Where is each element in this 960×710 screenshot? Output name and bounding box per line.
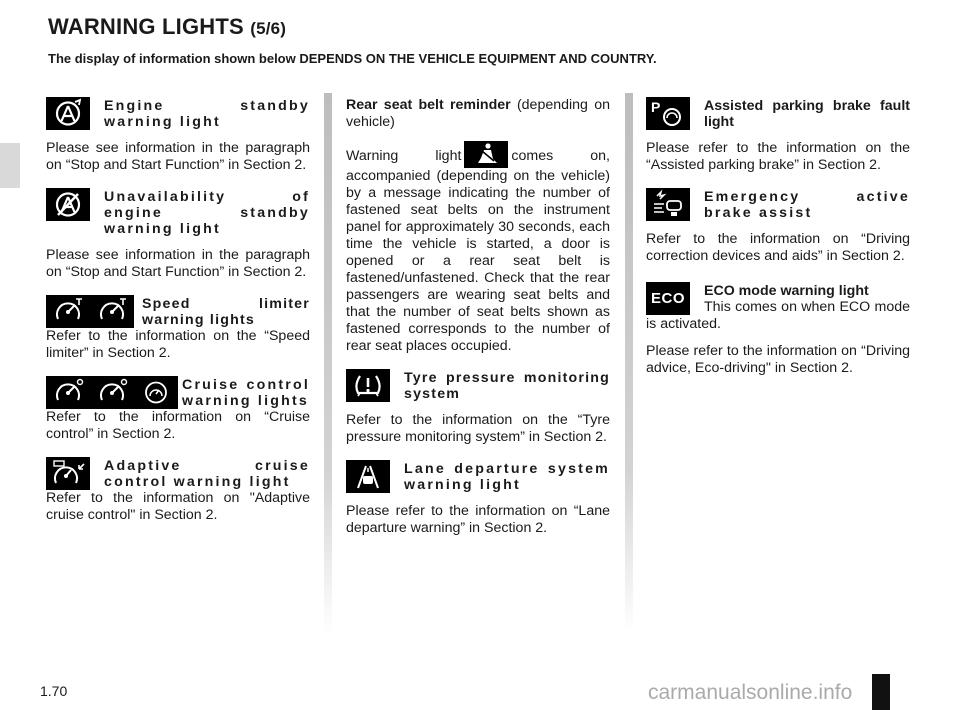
speed-limiter-icon	[90, 295, 134, 328]
unavailability-block	[46, 188, 310, 237]
adaptive-cruise-heading: Adaptive cruise control warning light	[104, 458, 310, 490]
lane-departure-icon	[346, 460, 390, 493]
eco-mode-heading: ECO mode warning light	[704, 283, 869, 299]
page-title: WARNING LIGHTS (5/6)	[48, 14, 287, 39]
page-edge-mark	[872, 674, 890, 710]
lane-departure-block	[346, 460, 610, 493]
tyre-pressure-text: Refer to the information on the “Tyre pressure monitoring system” in Section 2.	[346, 412, 610, 445]
parking-brake-heading: Assisted parking brake fault light	[704, 98, 910, 130]
column-left	[46, 97, 310, 524]
parking-brake-block	[646, 97, 910, 130]
column-right	[646, 97, 910, 377]
cruise-control-heading: Cruise control warning lights	[182, 377, 310, 409]
cruise-control-icon	[46, 376, 90, 409]
eco-mode-text: This comes on when ECO mode is activated.	[646, 299, 910, 332]
title-part: (5/6)	[250, 19, 287, 38]
page-number: 1.70	[40, 683, 68, 699]
engine-standby-block	[46, 97, 310, 130]
tyre-pressure-icon	[346, 369, 390, 402]
parking-brake-icon	[646, 97, 690, 130]
speed-limiter-icon	[46, 295, 90, 328]
adaptive-cruise-icon	[46, 457, 90, 490]
column-divider	[324, 93, 332, 633]
tyre-pressure-block	[346, 369, 610, 402]
parking-brake-text: Please refer to the information on the “Assisted parking brake” in Section 2.	[646, 140, 910, 173]
eco-mode-advice: Please refer to the information on “Driving advice, Eco-driving" in Section 2.	[646, 343, 910, 376]
adaptive-cruise-text: Refer to the information on "Adaptive cruise control" in Section 2.	[46, 490, 310, 523]
emergency-brake-heading: Emergency active brake assist	[704, 189, 910, 221]
seat-belt-icon	[464, 141, 508, 168]
rear-belt-heading-suffix: (depending on vehicle)	[346, 97, 610, 130]
speed-limiter-block	[46, 295, 310, 328]
speed-limiter-text: Refer to the information on the “Speed limiter” in Section 2.	[46, 328, 310, 361]
section-tab	[0, 143, 20, 188]
cruise-control-icon	[134, 376, 178, 409]
page-subtitle: The display of information shown below DEPENDS ON THE VEHICLE EQUIPMENT AND COUNTRY.	[48, 51, 657, 66]
cruise-control-text: Refer to the information on “Cruise control” in Section 2.	[46, 409, 310, 442]
engine-standby-text: Please see information in the paragraph on “Stop and Start Function” in Section 2.	[46, 140, 310, 173]
lane-departure-text: Please refer to the information on “Lane departure warning” in Section 2.	[346, 503, 610, 536]
column-divider	[625, 93, 633, 633]
emergency-brake-text: Refer to the information on “Driving correction devices and aids” in Section 2.	[646, 231, 910, 264]
unavailability-text: Please see information in the paragraph on “Stop and Start Function” in Section 2.	[46, 247, 310, 280]
cruise-control-icon	[90, 376, 134, 409]
rear-belt-text: Warning light comes on, accompanied (depending on the vehicle) by a message indicating the number of fastened seat belts on the instrument panel for approximately 30 seconds, each time the vehicle is started, a door is opened or a rear seat belt is fastened/unfastened. Check that the rear passengers are wearing seat belts and that the number of seat belts shown as fastened corresponds to the number of rear seat places occupied.	[346, 141, 610, 355]
eco-icon: ECO	[646, 282, 690, 315]
column-middle	[346, 97, 610, 537]
engine-standby-icon	[46, 97, 90, 130]
lane-departure-heading: Lane departure system warning light	[404, 461, 610, 493]
watermark: carmanualsonline.info	[648, 681, 853, 704]
emergency-brake-icon	[646, 188, 690, 221]
rear-belt-heading: Rear seat belt reminder	[346, 97, 511, 113]
tyre-pressure-heading: Tyre pressure monitoring system	[404, 370, 610, 402]
adaptive-cruise-block	[46, 457, 310, 490]
engine-standby-heading: Engine standby warning light	[104, 98, 310, 130]
rear-belt-intro	[346, 97, 610, 131]
speed-limiter-heading: Speed limiter warning lights	[142, 296, 310, 328]
cruise-control-block	[46, 376, 310, 409]
unavailability-heading: Unavailability of engine standby warning light	[104, 189, 310, 237]
emergency-brake-block	[646, 188, 910, 221]
engine-standby-unavailable-icon	[46, 188, 90, 221]
svg-text:P: P	[651, 99, 661, 115]
